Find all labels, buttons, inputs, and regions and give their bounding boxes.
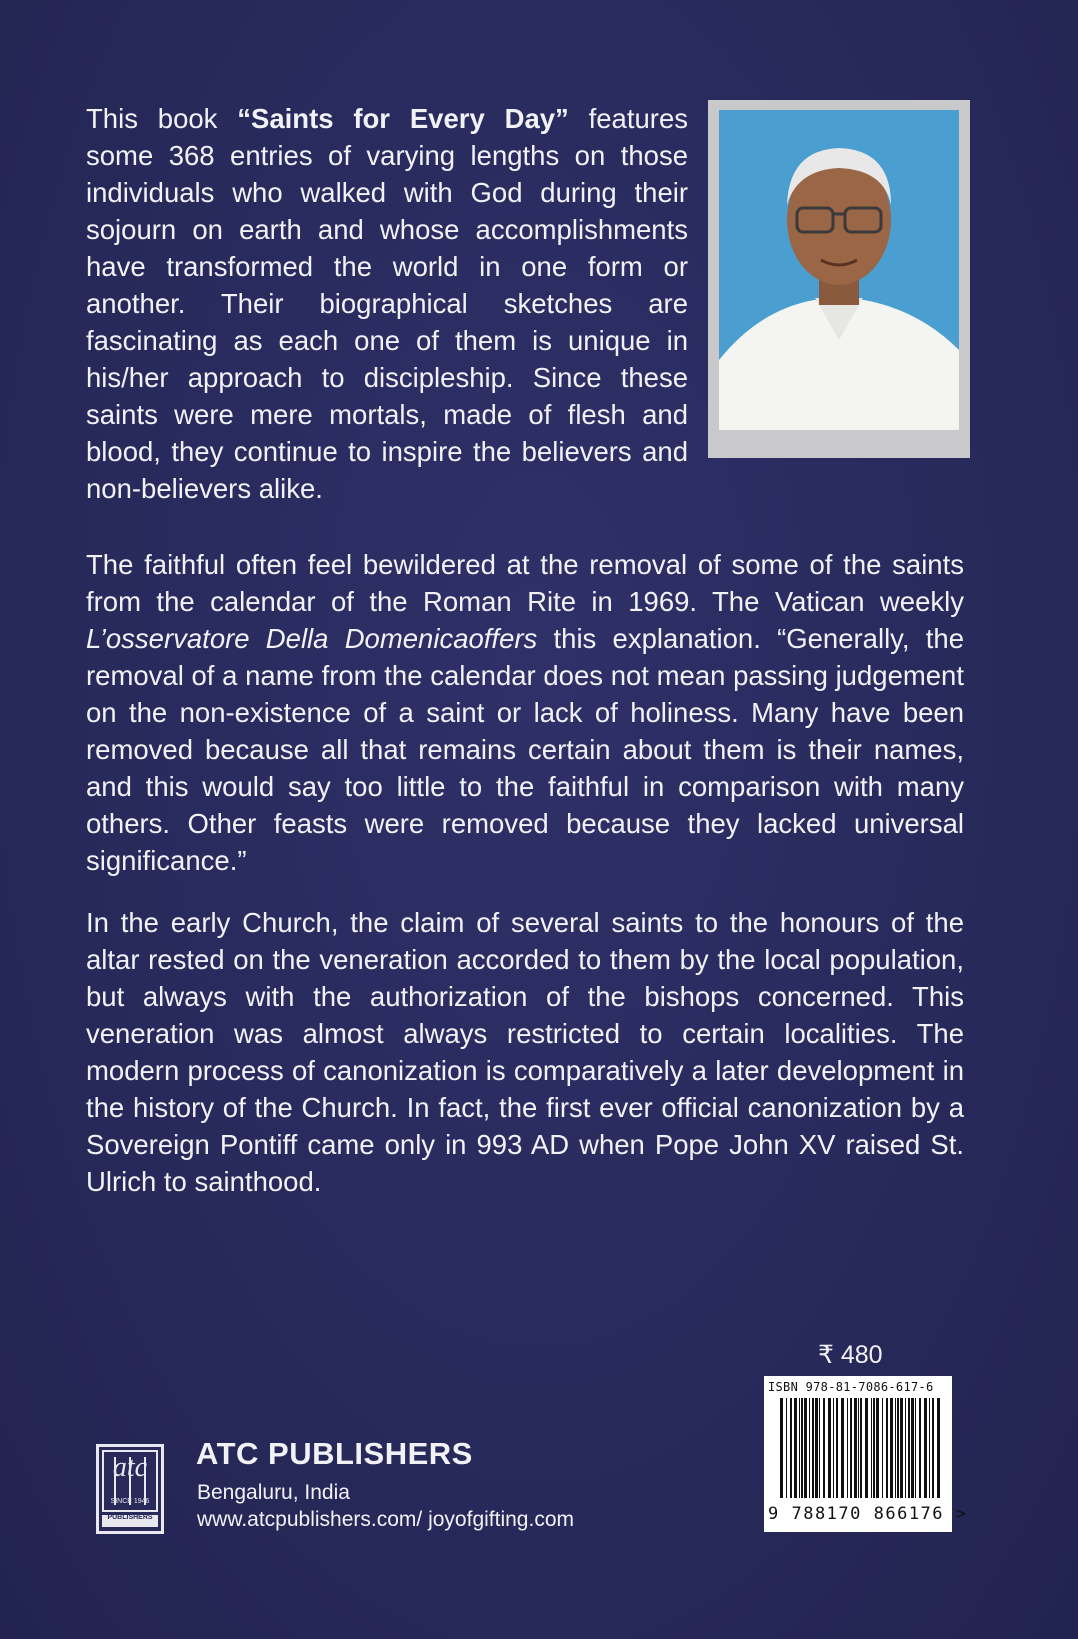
barcode-bar bbox=[897, 1398, 899, 1498]
publication-title: L’osservatore Della Domenicaoffers bbox=[86, 623, 538, 654]
barcode-bar bbox=[780, 1398, 783, 1498]
barcode-bar bbox=[871, 1398, 872, 1498]
barcode-bar bbox=[836, 1398, 838, 1498]
barcode-bar bbox=[847, 1398, 848, 1498]
barcode-bar bbox=[908, 1398, 910, 1498]
author-photo-frame bbox=[708, 100, 970, 458]
barcode-bar bbox=[924, 1398, 927, 1498]
publisher-logo-text: atc bbox=[112, 1452, 148, 1483]
barcode-number: 9 788170 866176 > bbox=[768, 1504, 968, 1524]
barcode-bar bbox=[809, 1398, 810, 1498]
calendar-rest: this explanation. “Generally, the removal of a name from the calendar does not mean passing judgement on the non-existence of a saint or lack of holiness. Many have been removed because all that remains certain about them is their names, and this would say too little to the faithful in comparison with many others. Other feasts were removed because they lacked universal significance.” bbox=[86, 623, 964, 876]
canonization-paragraph: In the early Church, the claim of several saints to the honours of the altar rested on the veneration accorded to them by the local population, but always with the authorization of the bishops concerned. This veneration was almost always restricted to certain localities. The modern process of canonization is comparatively a later development in the history of the Church. In fact, the first ever official canonization by a Sovereign Pontiff came only in 993 AD when Pope John XV raised St. Ulrich to sainthood. bbox=[86, 907, 964, 1197]
barcode-bar bbox=[819, 1398, 820, 1498]
publisher-city: Bengaluru, India bbox=[197, 1481, 350, 1504]
intro-lead: This book bbox=[86, 103, 238, 134]
barcode-bar bbox=[799, 1398, 800, 1498]
book-title: “Saints for Every Day” bbox=[237, 103, 569, 134]
barcode-bar bbox=[801, 1398, 803, 1498]
barcode-bar bbox=[823, 1398, 825, 1498]
barcode-bar bbox=[911, 1398, 914, 1498]
barcode-bar bbox=[804, 1398, 807, 1498]
calendar-paragraph bbox=[86, 546, 964, 879]
barcode-bar bbox=[794, 1398, 797, 1498]
barcode-bar bbox=[812, 1398, 814, 1498]
barcode-bar bbox=[873, 1398, 875, 1498]
author-photo bbox=[719, 110, 959, 430]
intro-rest: features some 368 entries of varying lengths on those individuals who walked with God during their sojourn on earth and whose accomplishments have transformed the world in one form or another. Their biographical sketches are fascinating as each one of them is unique in his/her approach to discipleship. Since these saints were mere mortals, made of flesh and blood, they continue to inspire the believers and non-believers alike. bbox=[86, 103, 688, 504]
barcode-bar bbox=[854, 1398, 857, 1498]
barcode-bar bbox=[932, 1398, 934, 1498]
barcode-bar bbox=[929, 1398, 930, 1498]
barcode-bar bbox=[815, 1398, 818, 1498]
barcode-bar bbox=[895, 1398, 896, 1498]
barcode-bar bbox=[860, 1398, 862, 1498]
barcode-bar bbox=[915, 1398, 916, 1498]
intro-paragraph bbox=[86, 100, 688, 507]
barcode-bar bbox=[841, 1398, 844, 1498]
barcode-bar bbox=[937, 1398, 940, 1498]
barcode-bar bbox=[790, 1398, 792, 1498]
barcode-bar bbox=[886, 1398, 888, 1498]
barcode-bars bbox=[768, 1398, 948, 1502]
isbn-barcode bbox=[764, 1376, 968, 1532]
barcode-bar bbox=[786, 1398, 787, 1498]
barcode-bar bbox=[882, 1398, 883, 1498]
publisher-website: www.atcpublishers.com/ joyofgifting.com bbox=[197, 1508, 574, 1531]
barcode-bar bbox=[900, 1398, 903, 1498]
price-label: ₹ 480 bbox=[818, 1341, 883, 1369]
barcode-bar bbox=[858, 1398, 859, 1498]
publisher-logo-since: SINCE 1946 bbox=[110, 1498, 150, 1505]
barcode-bar bbox=[905, 1398, 906, 1498]
publisher-logo-sub: PUBLISHERS bbox=[107, 1514, 153, 1521]
isbn-text: ISBN 978-81-7086-617-6 bbox=[768, 1380, 934, 1394]
barcode-bar bbox=[865, 1398, 868, 1498]
barcode-bar bbox=[828, 1398, 831, 1498]
author-portrait-illustration bbox=[719, 110, 959, 430]
calendar-lead: The faithful often feel bewildered at the removal of some of the saints from the calendar of the Roman Rite in 1969. The Vatican weekly bbox=[86, 549, 964, 617]
publisher-name: ATC PUBLISHERS bbox=[196, 1436, 473, 1471]
barcode-bar bbox=[876, 1398, 879, 1498]
barcode-bar bbox=[919, 1398, 921, 1498]
barcode-bar bbox=[890, 1398, 893, 1498]
barcode-bar bbox=[850, 1398, 852, 1498]
barcode-bar bbox=[833, 1398, 834, 1498]
